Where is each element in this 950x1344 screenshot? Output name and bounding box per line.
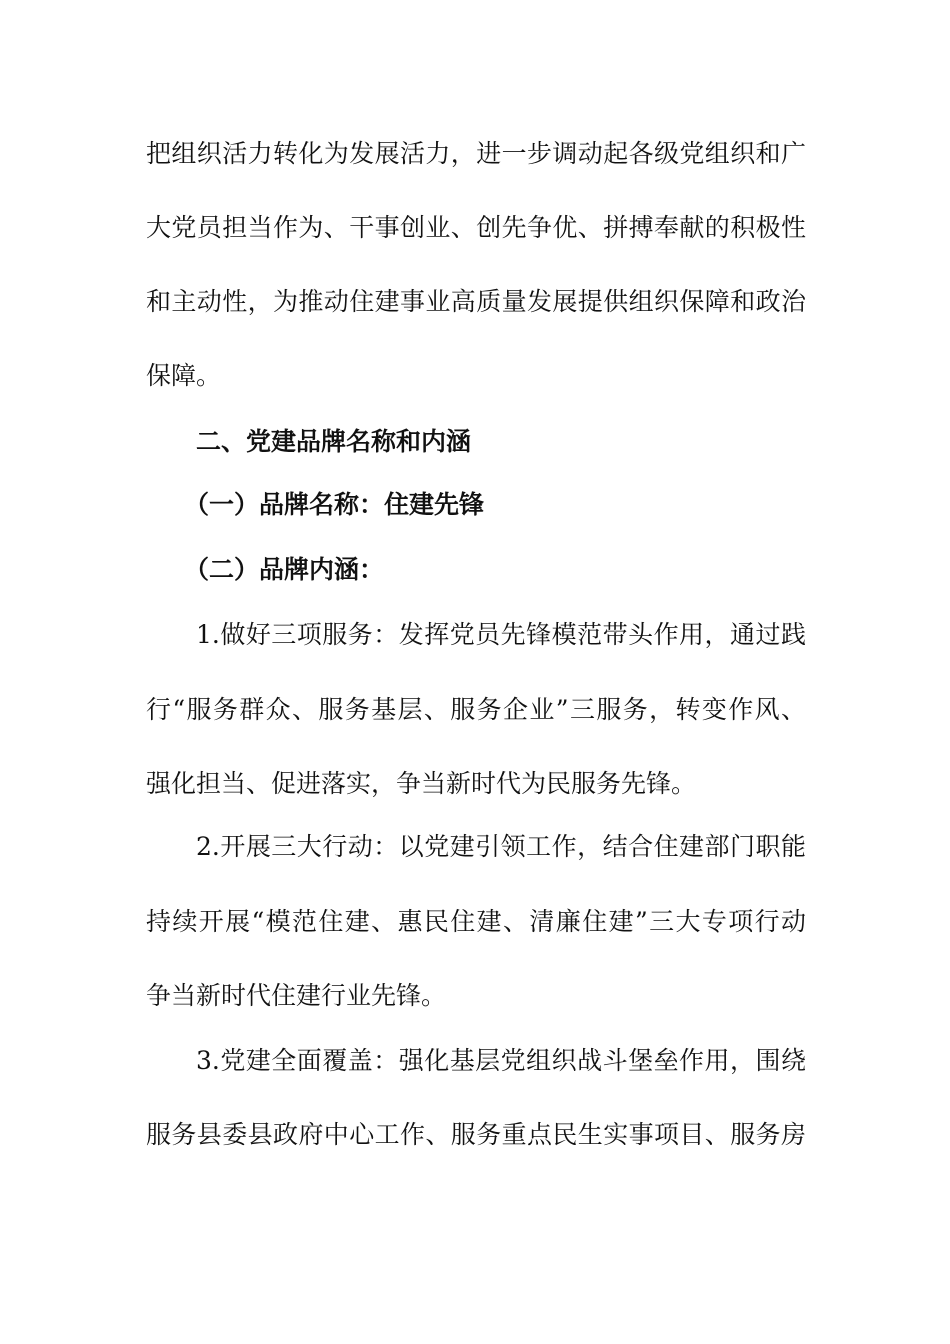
body-line: 行“服务群众、服务基层、服务企业”三服务，转变作风、 xyxy=(146,695,806,724)
body-line: 争当新时代住建行业先锋。 xyxy=(146,981,447,1010)
body-line: 把组织活力转化为发展活力，进一步调动起各级党组织和广 xyxy=(146,139,806,168)
body-line: 2.开展三大行动：以党建引领工作，结合住建部门职能 xyxy=(196,832,806,861)
subsection-heading: （一）品牌名称：住建先锋 xyxy=(184,490,485,519)
body-line: 持续开展“模范住建、惠民住建、清廉住建”三大专项行动 xyxy=(146,907,806,936)
body-line: 服务县委县政府中心工作、服务重点民生实事项目、服务房 xyxy=(146,1120,806,1149)
body-line: 1.做好三项服务：发挥党员先锋模范带头作用，通过践 xyxy=(196,620,806,649)
body-line: 和主动性，为推动住建事业高质量发展提供组织保障和政治 xyxy=(146,287,806,316)
section-heading: 二、党建品牌名称和内涵 xyxy=(196,427,472,456)
body-line: 保障。 xyxy=(146,361,222,390)
body-line: 强化担当、促进落实，争当新时代为民服务先锋。 xyxy=(146,769,697,798)
body-line: 3.党建全面覆盖：强化基层党组织战斗堡垒作用，围绕 xyxy=(196,1046,806,1075)
subsection-heading: （二）品牌内涵： xyxy=(184,555,385,584)
body-line: 大党员担当作为、干事创业、创先争优、拼搏奉献的积极性 xyxy=(146,213,806,242)
